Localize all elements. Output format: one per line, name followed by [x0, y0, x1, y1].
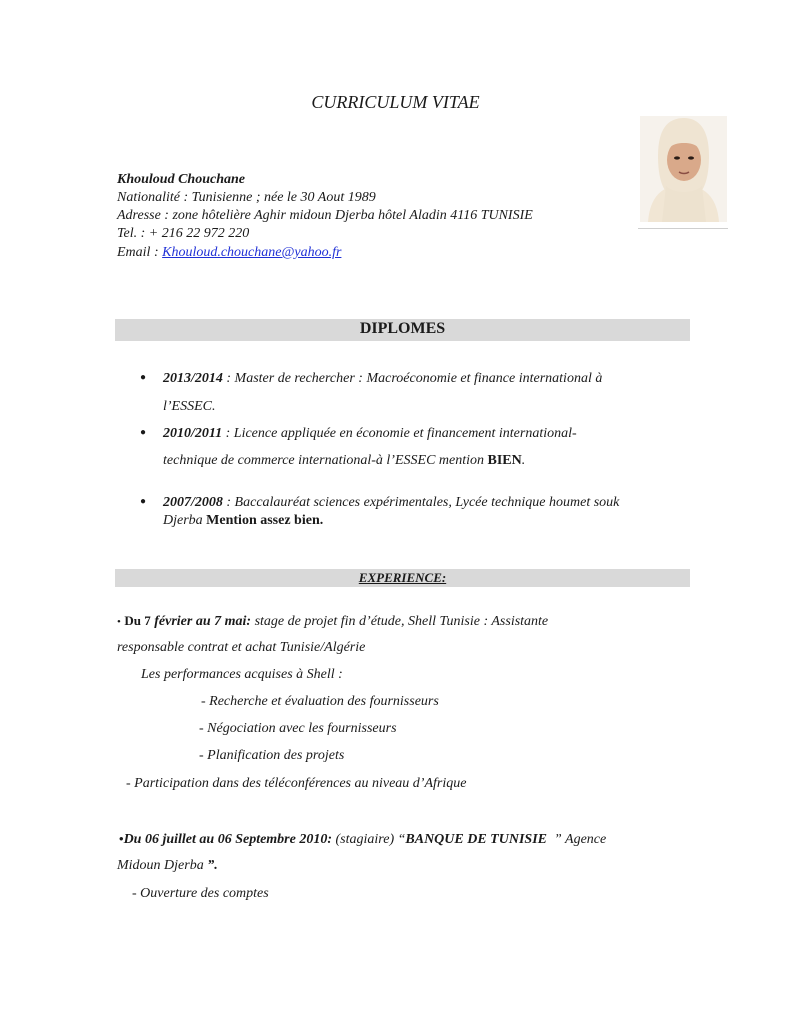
experience-1-line2: responsable contrat et achat Tunisie/Algérie	[117, 640, 366, 655]
diploma-2-line1	[163, 425, 577, 443]
exp-location: Midoun Djerba	[117, 858, 208, 873]
bullet-icon: ●	[140, 372, 147, 383]
diploma-text: : Master de rechercher : Macroéconomie et finance international à	[222, 371, 603, 386]
diploma-1-line2: l’ESSEC.	[163, 399, 216, 414]
exp-date-end: février au 7 mai:	[154, 614, 252, 629]
experience-heading: EXPERIENCE:	[358, 570, 447, 585]
cv-title: CURRICULUM VITAE	[311, 92, 480, 112]
diploma-text: technique de commerce international-à l’ESSEC mention	[163, 453, 488, 468]
diploma-year: 2013/2014	[163, 371, 223, 386]
diplomes-heading: DIPLOMES	[359, 320, 446, 337]
exp-date-start: Du 7	[124, 613, 151, 628]
full-name: Khouloud Chouchane	[117, 172, 245, 187]
diploma-3-line1	[163, 494, 619, 512]
experience-2-line2	[117, 857, 218, 875]
task-item: - Recherche et évaluation des fournisseurs	[201, 694, 439, 709]
tel-line: Tel. : + 216 22 972 220	[117, 226, 250, 241]
diploma-2-line2	[163, 452, 525, 470]
task-item: - Planification des projets	[199, 748, 345, 763]
email-line	[117, 244, 341, 262]
diploma-year: 2010/2011	[163, 426, 223, 441]
diploma-mention: Mention assez bien.	[206, 513, 324, 528]
nationality-line: Nationalité : Tunisienne ; née le 30 Aout 1989	[117, 190, 376, 205]
address-line: Adresse : zone hôtelière Aghir midoun Djerba hôtel Aladin 4116 TUNISIE	[117, 208, 533, 223]
diploma-year: 2007/2008	[163, 495, 223, 510]
diploma-3-line2	[163, 512, 323, 530]
diploma-text-end: .	[521, 453, 526, 468]
exp-date: Du 06 juillet au 06 Septembre 2010:	[123, 832, 333, 847]
exp-role: (stagiaire) “	[332, 832, 406, 847]
task-item: - Négociation avec les fournisseurs	[199, 721, 397, 736]
bullet-icon: ●	[140, 496, 147, 507]
exp-company: BANQUE DE TUNISIE	[405, 832, 547, 847]
email-label: Email :	[117, 245, 163, 260]
profile-photo	[640, 116, 727, 222]
experience-2-line1	[119, 830, 606, 849]
bullet-icon: •	[119, 831, 124, 846]
photo-underline	[638, 228, 728, 229]
diploma-text: Djerba	[163, 513, 207, 528]
task-item: - Ouverture des comptes	[132, 886, 269, 901]
exp-location-end: ”.	[207, 858, 218, 873]
exp-description: stage de projet fin d’étude, Shell Tunisie : Assistante	[251, 614, 549, 629]
diploma-1-line1	[163, 370, 602, 388]
performances-heading: Les performances acquises à Shell :	[141, 667, 343, 682]
exp-agency: ” Agence	[546, 832, 607, 847]
email-link[interactable]: Khouloud.chouchane@yahoo.fr	[162, 245, 342, 260]
diploma-text: : Baccalauréat sciences expérimentales, Lycée technique houmet souk	[222, 495, 620, 510]
diploma-mention: BIEN	[487, 453, 522, 468]
task-item: - Participation dans des téléconférences au niveau d’Afrique	[126, 776, 467, 791]
diploma-text: : Licence appliquée en économie et financement international-	[222, 426, 577, 441]
bullet-icon: •	[117, 616, 121, 628]
bullet-icon: ●	[140, 427, 147, 438]
experience-1-line1	[117, 612, 548, 631]
